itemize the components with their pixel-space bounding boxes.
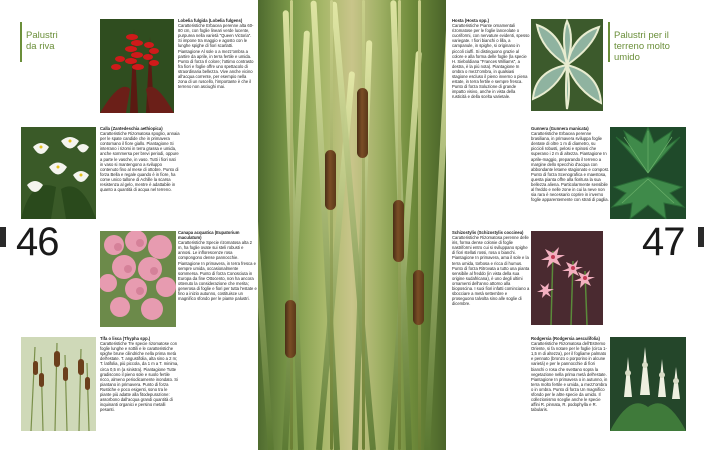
entry-body: Caratteristiche Erbacea perenne alta 60-80 cm, con foglie lineari verde lucente, purpurea nella varietà "Queen Victoria". Si impone tra maggio e agosto con le lunghe spighe di fiori scarlatti. Piantagione Al sole o a mezz'ombra a partire da aprile, in terra fertile e umida. Punto di forza Il colore; l'ottimo contrasto fra fiori e foglie offre uno spettacolo di straordinaria bellezza. Vive anche vicino all'acqua corrente, per esempio nella zona di un ruscello, l'importante è che il terreno non asciughi mai. xyxy=(178,23,254,90)
photo-hosta xyxy=(531,19,603,111)
section-title-left: Palustri da riva xyxy=(26,30,58,52)
photo-lobelia xyxy=(100,19,174,113)
entry-title: Calla (Zantedeschia aethiopica) xyxy=(100,126,163,131)
section-bar-right xyxy=(608,22,610,62)
photo-canapa xyxy=(100,231,176,327)
entry-title: Lobelia fulgida (Lobelia fulgens) xyxy=(178,18,243,23)
entry-rodgersia xyxy=(531,336,609,412)
entry-title: Tifa o lisca (Thypha spp.) xyxy=(100,336,151,341)
entry-body: Caratteristiche Tre specie rizomatose con foglie lunghe e sottili e le caratteristiche spighe brune cilindriche nella prima metà dell'estate. T. angustifolia, alta sino a 2 m; T. latifolia, più piccola, da 1 m a T. minima, circa 0,5 m (a sinistra). Piantagione Tutte gradiscono il pieno sole e suolo fertile ricco, almeno periodicamente inondato. Si piantano in primavera. Punto di forza Rustiche e poco esigenti, sono tra le piante più adatte alla fitodepurazione: assorbono dall'acqua grandi quantità di inquinanti organici e persino metalli pesanti. xyxy=(100,341,179,413)
page-tab-right xyxy=(698,227,704,247)
entry-title: Gunnera (Gunnera manicata) xyxy=(531,126,589,131)
center-photo-cattails xyxy=(258,0,446,450)
entry-body: Caratteristiche Piante ornamentali rizomatose per le foglie lanceolate o cuoriformi, con nervature evidenti, spesso variegate. I fiori bianchi o lilla, a campanule, in spighe, si originano in piccoli ciuffi. Si distinguono grazie al colore e alla forma delle foglie (la specie H. Sieboldiana "Frances Williams", a destra, è la più nota). Piantagione In ombra o mezz'ombra, in qualsiasi stagione escluso il pieno inverno o piena estate, in terra fertile e sempre fresca. Punto di forza Soluzione di grande impatto visivo, anche in vista della rusticità e della scelta varietale. xyxy=(452,23,530,100)
photo-calla xyxy=(21,127,96,219)
entry-title: Rodgersia (Rodgersia aesculifolia) xyxy=(531,336,600,341)
entry-tifa xyxy=(100,336,180,412)
entry-body: Caratteristiche Rizomatosa perenne delle iris, forma dense colonie di foglie nastriformi entro cui si sviluppano spighe di fiori stellati rossi, rosa o bianchi. Piantagione In primavera, ama il sole e la terra umida, torbosa e ricca di humus. Punto di forza Ritrovata a tutto una pianta sensibile al freddo (in vista della sua origine sudafricana), è uno degli ultimi ornamenti dell'anno attorno alla bioposcina. I suoi fiori infatti cominciano a sbocciare a metà settembre e proseguono talvolta sino alle soglie di dicembre. xyxy=(452,235,530,307)
entry-calla xyxy=(100,126,180,192)
left-page xyxy=(0,0,258,450)
entry-body: Caratteristiche Rizomatosa spoglio, annaia per le spate candide che in primavera contornano il fiore giallo. Piantagione Si interrano i rizomi in terra grassa e umida, anche sommersa per brevi periodi, oppure a parte le vasche, in vaso. Tutti i fiori nati in vaso si mantengono a sviluppo contenuto fino al mese di ottobre. Punto di forza Bella e regale quando è in fiore, ha come unico tallone di Achille la scarsa resistenza al gelo, mentre è adattabile in quanto a quantità di acqua nel terreno. xyxy=(100,131,180,193)
entry-title: Schizostylis (Schizostylis coccinea) xyxy=(452,230,524,235)
entry-schizostylis xyxy=(452,230,530,306)
entry-body: Caratteristiche Erbacea perenne brasiliana, in primavera sviluppa foglie dentate di oltre 1 m di diametro, su piccioli robusti, pelosi e spinosi che superano i 2 m di altezza. Piantagione In aprile-maggio, preparando il terreno a margine dello specchio d'acqua con abbondante letame stagionato e compost. Punto di forza Scenografica e maestosa, questa pianta offre alla fioritura la sua bellezza aliena. Particolarmente sensibile al freddo e nelle zone in cui la neve non sia rara è necessario coprire in inverno foglie apparentemente con strati di paglia. xyxy=(531,131,609,203)
right-page xyxy=(446,0,704,450)
page-number-left: 46 xyxy=(16,220,59,264)
section-bar-left xyxy=(20,22,22,62)
photo-schizostylis xyxy=(531,231,603,325)
entry-lobelia xyxy=(178,18,256,89)
entry-title: Canapa acquatica (Eupatorium maculatum) xyxy=(178,230,240,241)
photo-gunnera xyxy=(610,127,686,219)
entry-canapa xyxy=(178,230,257,301)
photo-rodgersia xyxy=(610,337,686,431)
page-tab-left xyxy=(0,227,6,247)
section-title-right: Palustri per il terreno molto umido xyxy=(614,30,670,63)
entry-title: Hosta (Hosta spp.) xyxy=(452,18,489,23)
entry-body: Caratteristiche Specie rizomatosa alta 2 m, ha foglie ovate sui steli robusti e annosi. Le inflorescenze rosa compongono dense pannocchie. Piantagione In primavera, in terra fresca e sempre umida, occasionalmente sommersa. Punto di forza Conosciuta in Europa da fine Ottocento, non ha ancora ottenuto la considerazione che merita; generosa di foglie e fiori per tutta l'estate e fino a inizio autunno, costituisce un magnifico sfondo per le piante palustri. xyxy=(178,240,257,302)
entry-hosta xyxy=(452,18,530,100)
photo-tifa xyxy=(21,337,96,431)
page-number-right: 47 xyxy=(642,220,685,264)
entry-gunnera xyxy=(531,126,609,202)
entry-body: Caratteristiche Rizomatosa dell'Estremo Oriente, si fa notare per le foglie (circa 1-1,5 m di altezza), per il fogliame palmato e pennato (bronzo o porporino in alcune varietà) e per le pannocchie di fiori bianchi o rosa che svettano sopra la vegetazione nella prima metà dell'estate. Piantagione In primavera o in autunno, in terra molto fertile e umida, a mezz'ombra o in ombra. Punto di forza Un magnifico sfondo per le altre specie da umido. Il collezionismo sceglie anche le specie affini R. pinnata, R. podophylla e R. tabularis. xyxy=(531,341,608,413)
